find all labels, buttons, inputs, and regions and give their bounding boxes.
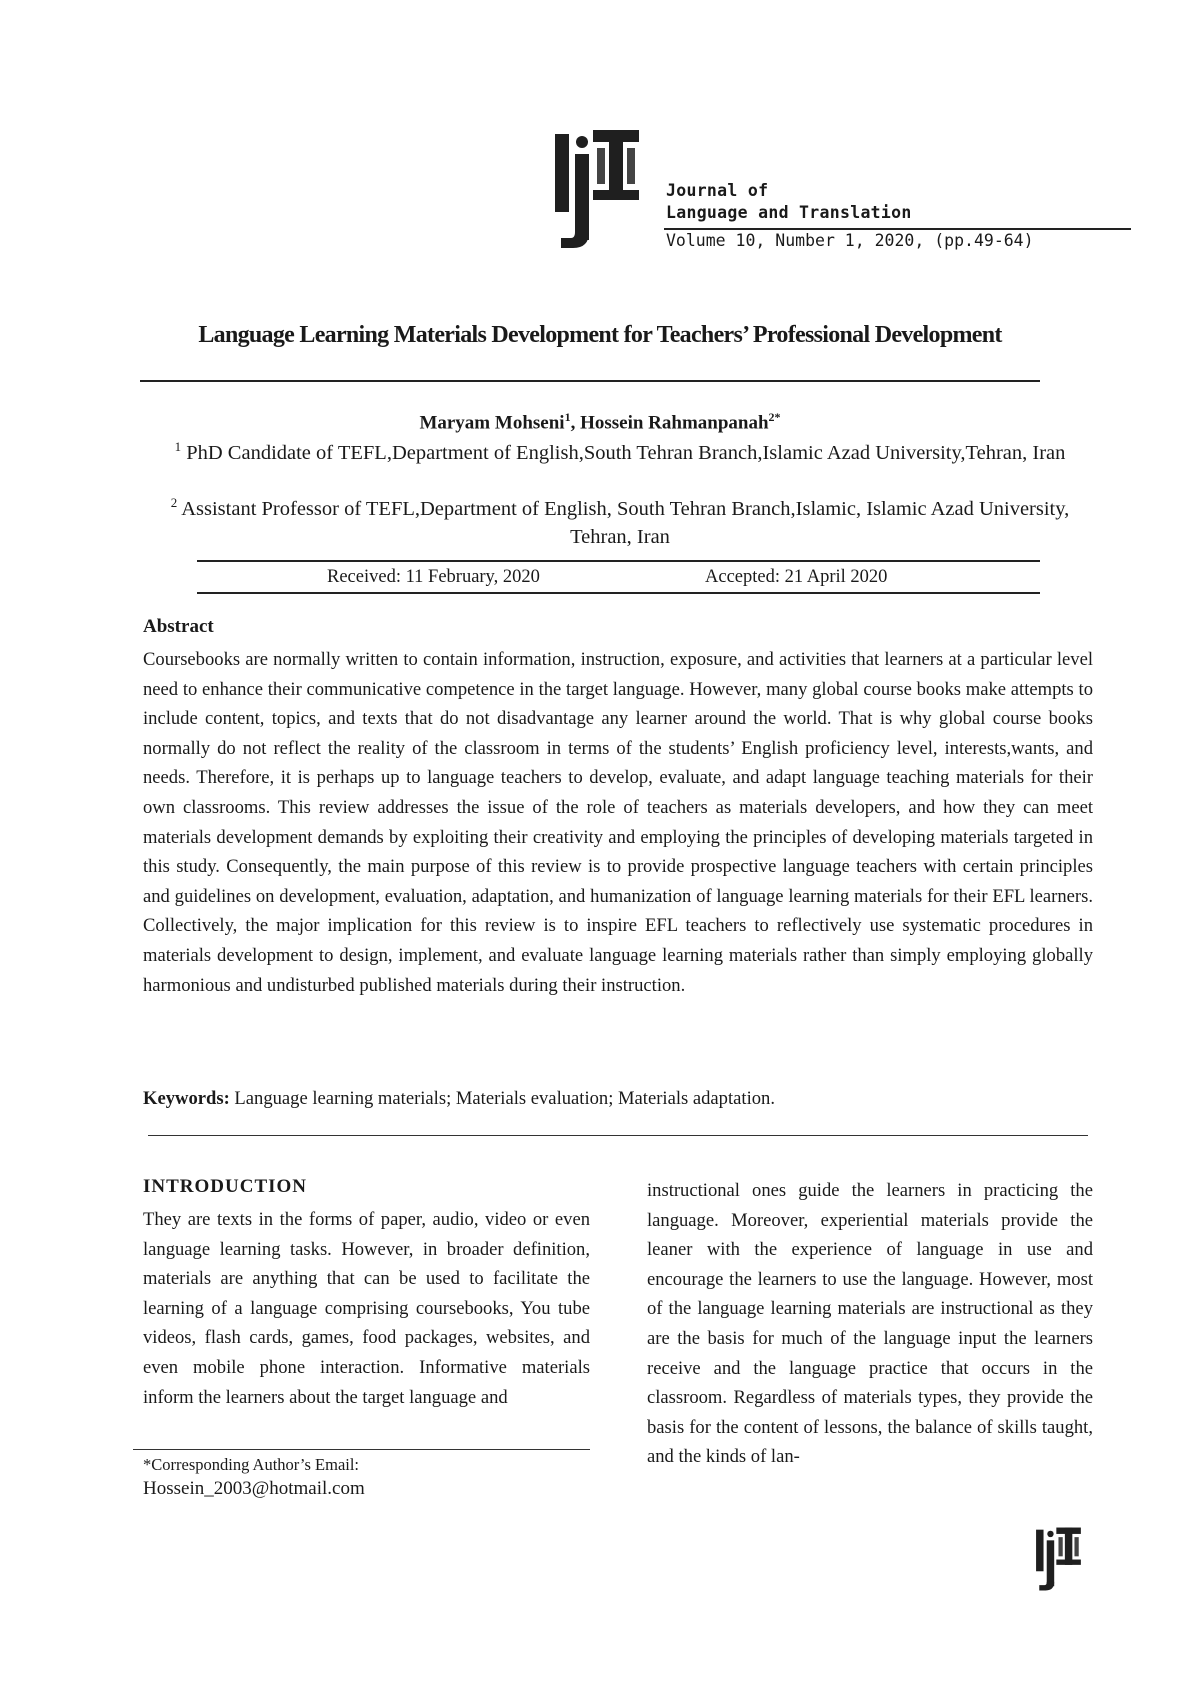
- footnote-rule: [133, 1449, 590, 1450]
- body-column-right: instructional ones guide the learners in practicing the language. Moreover, experiential materials provide the leaner with the experience of language in use and encourage the learners to use the language. However, most of the language learning materials are instructional as they are the basis for much of the language input the learners receive and the language practice that occurs in the classroom. Regardless of materials types, they provide the basis for the content of lessons, the balance of skills taught, and the kinds of lan-: [647, 1180, 1093, 1468]
- journal-name-line2: Language and Translation: [666, 203, 912, 222]
- accepted-date: Accepted: 21 April 2020: [705, 567, 888, 587]
- author-2: Hossein Rahmanpanah: [580, 412, 769, 434]
- affiliation-2: [170, 489, 1070, 551]
- abstract-text: Coursebooks are normally written to contain information, instruction, exposure, and activities that learners at a particular level need to enhance their communicative competence in the target language. However, many global course books make attempts to include content, topics, and texts that do not disadvantage any learner around the world. That is why global course books normally do not reflect the reality of the classroom in terms of the students’ English proficiency level, interests,wants, and needs. Therefore, it is perhaps up to language teachers to develop, evaluate, and adapt language teaching materials for their own classrooms. This review addresses the issue of the role of teachers as materials developers, and how they can meet materials development demands by exploiting their creativity and employing the principles of developing materials targeted in this study. Consequently, the main purpose of this review is to provide prospective language teachers with certain principles and guidelines on development, evaluation, adaptation, and humanization of language learning materials for their EFL learners. Collectively, the major implication for this review is to inspire EFL teachers to reflectively use systematic procedures in materials development to design, implement, and evaluate language learning materials rather than simply employing globally harmonious and undisturbed published materials during their instruction.: [143, 649, 1093, 996]
- affiliation-1-mark: 1: [174, 439, 182, 454]
- affiliation-2-text: Assistant Professor of TEFL,Department of English, South Tehran Branch,Islamic, Islamic Azad University, Tehran, Iran: [177, 497, 1070, 548]
- section-heading-introduction: INTRODUCTION: [143, 1176, 308, 1197]
- author-list: [150, 410, 1050, 434]
- affiliation-1: [170, 433, 1070, 467]
- keywords: [143, 1088, 1093, 1110]
- corresponding-email[interactable]: Hossein_2003@hotmail.com: [143, 1478, 365, 1499]
- body-column-left: They are texts in the forms of paper, audio, video or even language learning tasks. However, in broader definition, materials are anything that can be used to facilitate the learning of a language comprising coursebooks, You tube videos, flash cards, games, food packages, websites, and even mobile phone interaction. Informative materials inform the learners about the target language and: [143, 1209, 590, 1408]
- affiliation-2-mark: 2: [170, 495, 178, 510]
- author-2-affil-mark: 2*: [768, 410, 781, 424]
- keywords-label: Keywords:: [143, 1088, 230, 1109]
- footnote-label: *Corresponding Author’s Email:: [143, 1455, 360, 1474]
- title-rule: [140, 380, 1040, 382]
- author-1: Maryam Mohseni: [419, 412, 565, 434]
- keywords-rule: [148, 1135, 1088, 1136]
- author-separator: ,: [570, 412, 581, 434]
- dates-rule-top: [197, 560, 1040, 562]
- journal-logo-small: [1035, 1525, 1083, 1593]
- journal-logo: [553, 128, 643, 250]
- journal-name: [666, 180, 912, 224]
- journal-name-line1: Journal of: [666, 181, 769, 200]
- keywords-list: Language learning materials; Materials evaluation; Materials adaptation.: [229, 1088, 775, 1109]
- author-1-affil-mark: 1: [564, 410, 571, 424]
- abstract-heading: Abstract: [143, 616, 214, 637]
- received-date: Received: 11 February, 2020: [327, 567, 540, 587]
- article-title: Language Learning Materials Development for Teachers’ Professional Development: [198, 322, 1002, 348]
- dates-rule-bottom: [197, 592, 1040, 594]
- affiliation-1-text: PhD Candidate of TEFL,Department of English,South Tehran Branch,Islamic Azad University,Tehran, Iran: [181, 441, 1066, 464]
- volume-info: Volume 10, Number 1, 2020, (pp.49-64): [666, 231, 1034, 250]
